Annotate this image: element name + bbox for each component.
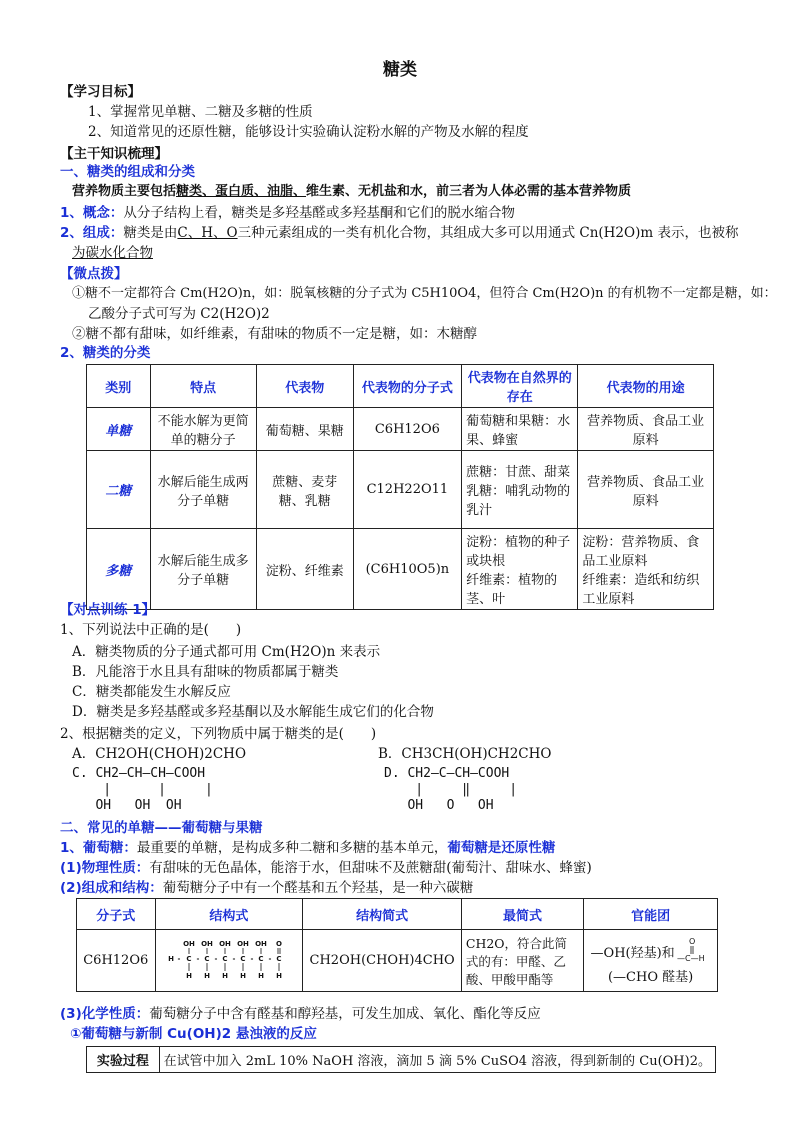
goal-1: 1、掌握常见单糖、二糖及多糖的性质 [88,104,313,120]
experiment-label: 实验过程 [87,1047,160,1073]
experiment-text: 在试管中加入 2mL 10% NaOH 溶液，滴加 5 滴 5% CuSO4 溶液，得到新制的 Cu(OH)2。 [159,1047,715,1073]
glucose-structure-diagram [165,934,293,984]
table-cell: C6H12O6 [353,408,461,451]
question-2: 2、根据糖类的定义，下列物质中属于糖类的是( ) [60,726,377,742]
q2-option-c-bottom: OH OH OH [72,798,182,813]
table-cell: 淀粉：植物的种子或块根 纤维素：植物的茎、叶 [462,529,578,610]
svg-text:C: C [186,954,192,963]
table-row [77,930,718,992]
table-cell: 不能水解为更简单的糖分子 [150,408,256,451]
svg-text:OH: OH [219,939,231,948]
composition-text-a: 糖类是由 [123,225,178,241]
composition-text-c: 为碳水化合物 [72,245,153,261]
glucose-text: 最重要的单糖，是构成多种二糖和多糖的基本单元， [136,840,448,856]
svg-text:OH: OH [237,939,249,948]
concept-label: 1、概念： [60,205,124,221]
q2-option-b: B．CH3CH(OH)CH2CHO [378,746,552,762]
table-cell: (C6H10O5)n [353,529,461,610]
glucose-table [76,898,718,992]
svg-text:-: - [232,954,236,963]
physical-text: 有甜味的无色晶体，能溶于水，但甜味不及蔗糖甜(葡萄汁、甜味水、蜂蜜) [149,860,592,876]
table-cell: 葡萄糖和果糖：水果、蜂蜜 [462,408,578,451]
composition-line [60,223,738,243]
svg-text:—C—H: —C—H [676,954,705,963]
svg-text:H: H [203,971,210,980]
composition-text-b: 三种元素组成的一类有机化合物，其组成大多可以用通式 Cn(H2O)m 表示，也被称 [237,225,739,241]
structure-label: (2)组成和结构： [60,880,163,896]
table-header-row [77,899,718,930]
page-title: 糖类 [383,60,417,80]
svg-text:H: H [257,971,264,980]
table-cell: 二糖 [87,451,151,529]
section-2-title: 2、糖类的分类 [60,345,151,361]
glucose-label: 1、葡萄糖： [60,840,137,856]
table-cell: 营养物质、食品工业原料 [578,408,714,451]
table-row [87,408,714,451]
svg-text:H: H [275,971,282,980]
main-header: 【主干知识梳理】 [60,146,168,162]
aldehyde-group-diagram [675,936,711,966]
table-header: 最简式 [461,899,583,930]
tip-2: ②糖不都有甜味，如纤维素，有甜味的物质不一定是糖，如：木糖醇 [72,326,477,342]
table-header: 结构简式 [303,899,462,930]
table-cell: C12H22O11 [353,451,461,529]
table-header: 官能团 [584,899,718,930]
svg-text:-: - [177,954,181,963]
table-header: 代表物在自然界的存在 [462,365,578,408]
structure-text: 葡萄糖分子中有一个醛基和五个羟基，是一种六碳糖 [162,880,474,896]
concept-text: 从分子结构上看，糖类是多羟基醛或多羟基酮和它们的脱水缩合物 [123,205,515,221]
tip-1a: ①糖不一定都符合 Cm(H2O)n，如：脱氧核糖的分子式为 C5H10O4，但符合 Cm(H2O)n 的有机物不一定都是糖，如： [72,286,777,301]
table-header: 结构式 [155,899,303,930]
table-cell: CH2OH(CHOH)4CHO [303,930,462,992]
svg-text:-: - [196,954,200,963]
table-row [87,529,714,610]
section-1-title: 一、糖类的组成和分类 [60,164,195,180]
tip-header: 【微点拨】 [60,266,128,282]
functional-group-text-b: (—CHO 醛基) [607,970,694,985]
table-header: 分子式 [77,899,156,930]
table-cell: 多糖 [87,529,151,610]
table-cell: 水解后能生成两分子单糖 [150,451,256,529]
q1-option-d: D．糖类是多羟基醛或多羟基酮以及水解能生成它们的化合物 [72,704,434,720]
svg-text:C: C [222,954,228,963]
q1-option-a: A．糖类物质的分子通式都可用 Cm(H2O)n 来表示 [72,644,381,660]
composition-label: 2、组成： [60,225,124,241]
goals-header: 【学习目标】 [60,84,141,100]
svg-text:-: - [250,954,254,963]
table-header: 代表物的分子式 [353,365,461,408]
table-cell: 葡萄糖、果糖 [256,408,353,451]
reaction-title: ①葡萄糖与新制 Cu(OH)2 悬浊液的反应 [70,1026,317,1042]
table-cell: 蔗糖、麦芽糖、乳糖 [256,451,353,529]
q2-option-d-top: D. CH2—C—CH—COOH [384,766,510,781]
glucose-reducing: 葡萄糖是还原性糖 [447,840,556,856]
svg-text:O: O [688,937,695,946]
q2-option-c-top: C. CH2—CH—CH—COOH [72,766,206,781]
functional-group-cell [584,930,718,992]
table-header: 代表物的用途 [578,365,714,408]
table-header: 代表物 [256,365,353,408]
nutrient-list: 糖类、蛋白质、油脂、 [176,184,307,199]
svg-text:OH: OH [201,939,213,948]
table-cell: 营养物质、食品工业原料 [578,451,714,529]
svg-text:H: H [221,971,228,980]
table-cell: 水解后能生成多分子单糖 [150,529,256,610]
table-header: 特点 [150,365,256,408]
table-cell: 蔗糖：甘蔗、甜菜 乳糖：哺乳动物的乳汁 [462,451,578,529]
concept-line [60,203,515,223]
q1-option-b: B．凡能溶于水且具有甜味的物质都属于糖类 [72,664,339,680]
svg-text:C: C [240,954,246,963]
table-row [87,1047,716,1073]
table-cell: C6H12O6 [77,930,156,992]
tip-1b: 乙酸分子式可写为 C2(H2O)2 [88,306,270,322]
svg-text:C: C [258,954,264,963]
svg-text:C: C [276,954,282,963]
q2-option-d-bonds: | ‖ | [384,782,518,797]
goal-2: 2、知道常见的还原性糖，能够设计实验确认淀粉水解的产物及水解的程度 [88,124,529,140]
chemical-line [60,1004,541,1024]
structure-line [60,878,473,898]
table-header: 类别 [87,365,151,408]
chemical-label: (3)化学性质： [60,1006,150,1022]
glucose-line [60,838,555,858]
question-1: 1、下列说法中正确的是( ) [60,622,242,638]
svg-text:C: C [204,954,210,963]
svg-text:H: H [167,954,174,963]
table-header-row [87,365,714,408]
q2-option-c-bonds: | | | [72,782,213,797]
functional-group-row [588,936,713,966]
nutrient-line [72,182,631,202]
table-row [87,451,714,529]
q1-option-c: C．糖类都能发生水解反应 [72,684,231,700]
svg-text:OH: OH [255,939,267,948]
practice-header: 【对点训练 1】 [60,602,156,618]
table-cell: 淀粉：营养物质、食品工业原料 纤维素：造纸和纺织工业原料 [578,529,714,610]
chemical-text: 葡萄糖分子中含有醛基和醇羟基，可发生加成、氧化、酯化等反应 [149,1006,541,1022]
table-cell: CH2O，符合此简式的有：甲醛、乙酸、甲酸甲酯等 [461,930,583,992]
svg-text:O: O [275,939,282,948]
q2-option-d-bottom: OH O OH [384,798,494,813]
composition-elements: C、H、O [177,225,238,241]
nutrient-post: 维生素、无机盐和水，前三者为人体必需的基本营养物质 [306,184,632,199]
q2-option-a: A．CH2OH(CHOH)2CHO [72,746,247,762]
structural-formula-cell [155,930,303,992]
functional-group-text-a: —OH(羟基)和 [590,945,675,961]
physical-label: (1)物理性质： [60,860,150,876]
classification-table [86,364,714,610]
table-cell: 单糖 [87,408,151,451]
experiment-table [86,1046,716,1073]
svg-text:-: - [214,954,218,963]
svg-text:H: H [239,971,246,980]
svg-text:OH: OH [183,939,195,948]
table-cell: 淀粉、纤维素 [256,529,353,610]
svg-text:H: H [185,971,192,980]
svg-text:-: - [268,954,272,963]
physical-line [60,858,592,878]
section-3-title: 二、常见的单糖——葡萄糖与果糖 [60,820,263,836]
nutrient-pre: 营养物质主要包括 [72,184,177,199]
